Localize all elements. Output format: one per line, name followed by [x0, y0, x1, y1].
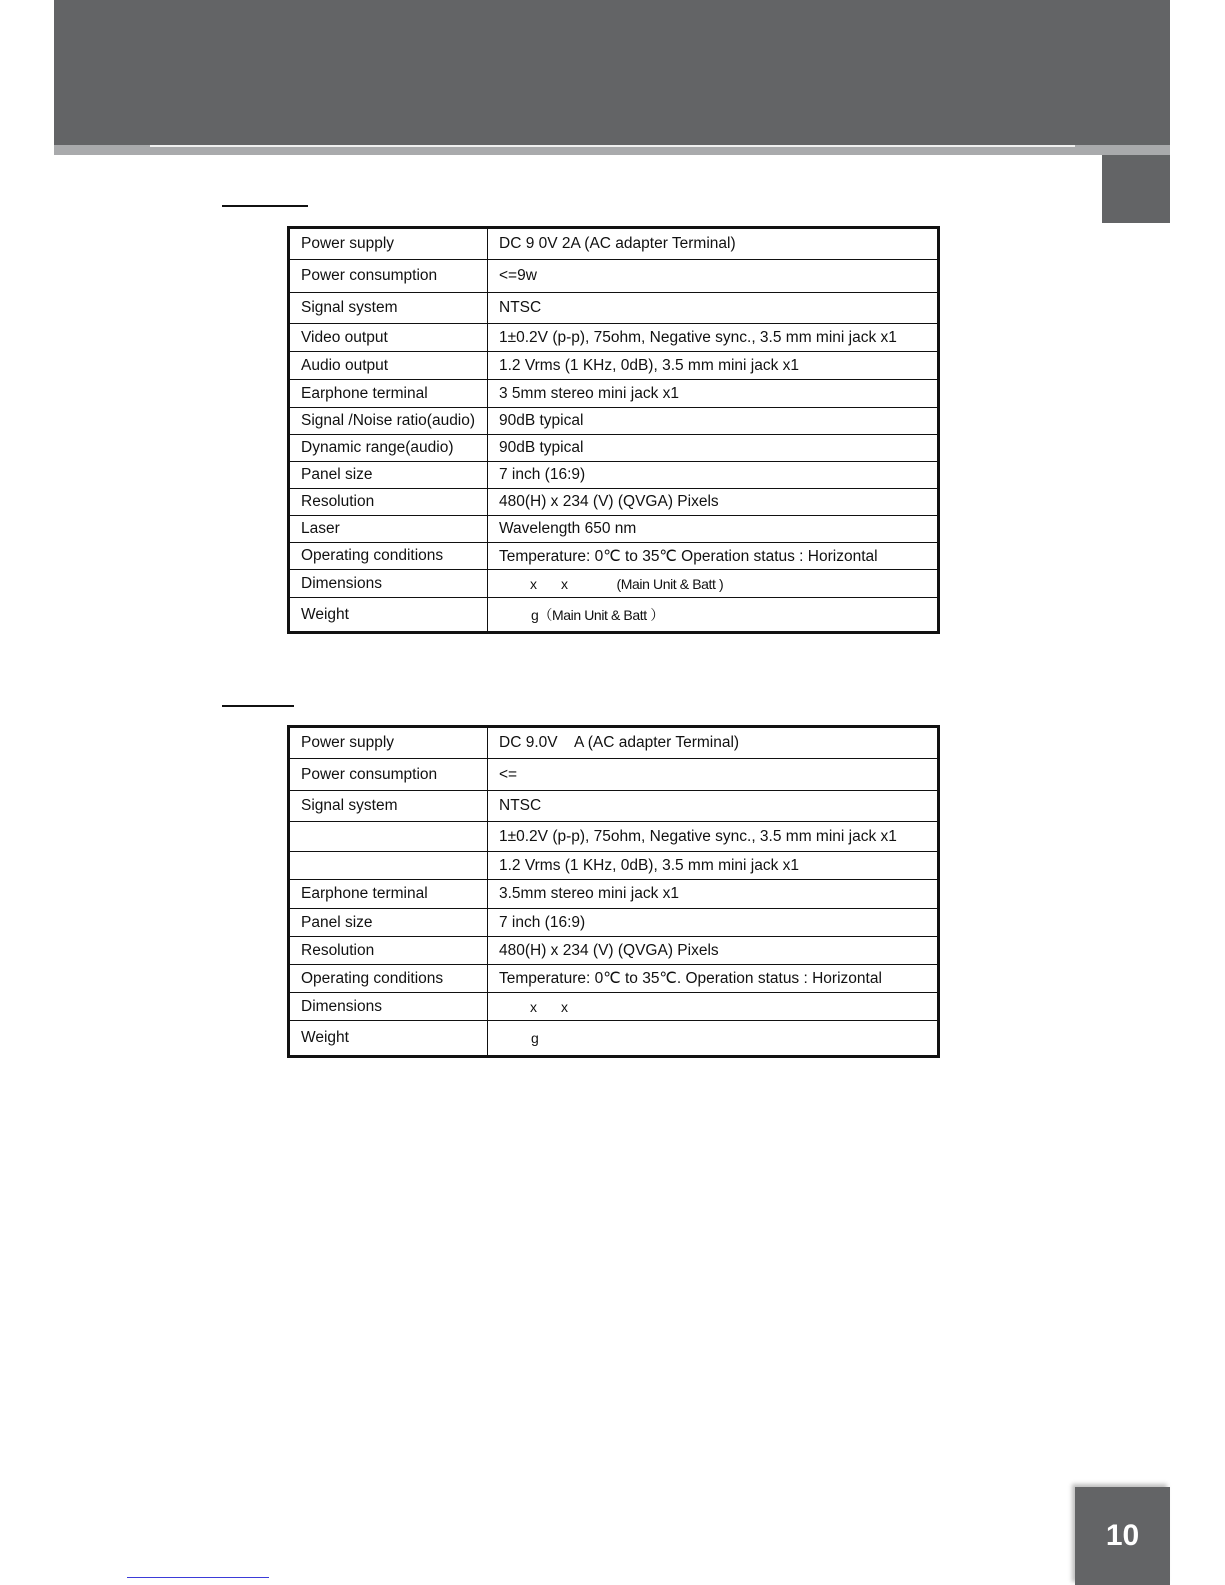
table-row: [289, 462, 939, 489]
table-row: [289, 489, 939, 516]
spec-value: [488, 727, 939, 759]
section-1-heading-rule: [222, 205, 308, 207]
spec-label: Weight: [289, 1021, 488, 1057]
spec-label: [289, 852, 488, 880]
spec-label: Power consumption: [289, 759, 488, 791]
spec-label: Signal system: [289, 293, 488, 324]
table-row: [289, 260, 939, 293]
table-row: [289, 570, 939, 598]
page-number: 10: [1105, 1519, 1140, 1552]
table-row: [289, 293, 939, 324]
spec-value-text: g（Main Unit & Batt ）: [531, 606, 664, 623]
table-row: [289, 880, 939, 909]
spec-value: 1±0.2V (p-p), 75ohm, Negative sync., 3.5 mm mini jack x1: [488, 324, 939, 352]
table-row: [289, 852, 939, 880]
spec-value: [488, 598, 939, 633]
spec-label: Panel size: [289, 462, 488, 489]
spec-label: Video output: [289, 324, 488, 352]
spec-value: [488, 1021, 939, 1057]
table-row: [289, 516, 939, 543]
spec-value: 7 inch (16:9): [488, 462, 939, 489]
spec-label: Laser: [289, 516, 488, 543]
footer-link-underline: [127, 1577, 269, 1578]
spec-value: 90dB typical: [488, 408, 939, 435]
spec-value-text: x x (Main Unit & Batt ): [530, 575, 724, 592]
table-row: [289, 228, 939, 260]
spec-label: Dimensions: [289, 570, 488, 598]
spec-label: Resolution: [289, 489, 488, 516]
spec-value: 1±0.2V (p-p), 75ohm, Negative sync., 3.5 mm mini jack x1: [488, 822, 939, 852]
spec-value: 1.2 Vrms (1 KHz, 0dB), 3.5 mm mini jack x1: [488, 852, 939, 880]
spec-label: Power consumption: [289, 260, 488, 293]
spec-value: NTSC: [488, 791, 939, 822]
table-row: [289, 822, 939, 852]
table-row: [289, 965, 939, 993]
table-row: [289, 1021, 939, 1057]
spec-value: <=9w: [488, 260, 939, 293]
table-row: [289, 435, 939, 462]
table-row: [289, 759, 939, 791]
spec-label: Earphone terminal: [289, 880, 488, 909]
spec-value: 3.5mm stereo mini jack x1: [488, 880, 939, 909]
spec-value: 3 5mm stereo mini jack x1: [488, 380, 939, 408]
spec-label: Dynamic range(audio): [289, 435, 488, 462]
page-number-box: [1075, 1487, 1170, 1585]
table-row: [289, 324, 939, 352]
table-row: [289, 909, 939, 937]
spec-value: [488, 993, 939, 1021]
table-row: [289, 408, 939, 435]
table-row: [289, 791, 939, 822]
table-row: [289, 352, 939, 380]
table-row: [289, 937, 939, 965]
spec-label: Operating conditions: [289, 543, 488, 570]
spec-label: Resolution: [289, 937, 488, 965]
spec-value: NTSC: [488, 293, 939, 324]
spec-label: Weight: [289, 598, 488, 633]
section-2-heading-rule: [222, 705, 294, 707]
spec-value: <=: [488, 759, 939, 791]
spec-value-text: g: [531, 1030, 539, 1046]
spec-table-1: [287, 226, 940, 634]
spec-label: Signal system: [289, 791, 488, 822]
spec-table-2: [287, 725, 940, 1058]
spec-value-text: x x: [530, 998, 568, 1015]
table-row: [289, 993, 939, 1021]
spec-value-text: DC 9.0V A (AC adapter Terminal): [499, 734, 740, 751]
spec-label: Signal /Noise ratio(audio): [289, 408, 488, 435]
spec-value: DC 9 0V 2A (AC adapter Terminal): [499, 235, 736, 252]
side-chapter-tab: [1102, 155, 1170, 223]
spec-value: 480(H) x 234 (V) (QVGA) Pixels: [488, 489, 939, 516]
spec-value: 90dB typical: [488, 435, 939, 462]
table-row: [289, 598, 939, 633]
spec-value: Temperature: 0℃ to 35℃ Operation status : Horizontal: [488, 543, 939, 570]
header-highlight-line: [150, 145, 1075, 147]
spec-value: Wavelength 650 nm: [488, 516, 939, 543]
spec-label: Power supply: [289, 228, 488, 260]
spec-value: 1.2 Vrms (1 KHz, 0dB), 3.5 mm mini jack x1: [488, 352, 939, 380]
spec-value: 480(H) x 234 (V) (QVGA) Pixels: [488, 937, 939, 965]
spec-value: 7 inch (16:9): [488, 909, 939, 937]
spec-label: Panel size: [289, 909, 488, 937]
spec-label: [289, 822, 488, 852]
spec-label: Dimensions: [289, 993, 488, 1021]
spec-label: Power supply: [289, 727, 488, 759]
spec-label: Operating conditions: [289, 965, 488, 993]
table-row: [289, 727, 939, 759]
table-row: [289, 543, 939, 570]
header-banner: [54, 0, 1170, 145]
spec-value: Temperature: 0℃ to 35℃. Operation status : Horizontal: [488, 965, 939, 993]
spec-label: Earphone terminal: [289, 380, 488, 408]
spec-label: Audio output: [289, 352, 488, 380]
table-row: [289, 380, 939, 408]
spec-value: [488, 570, 939, 598]
